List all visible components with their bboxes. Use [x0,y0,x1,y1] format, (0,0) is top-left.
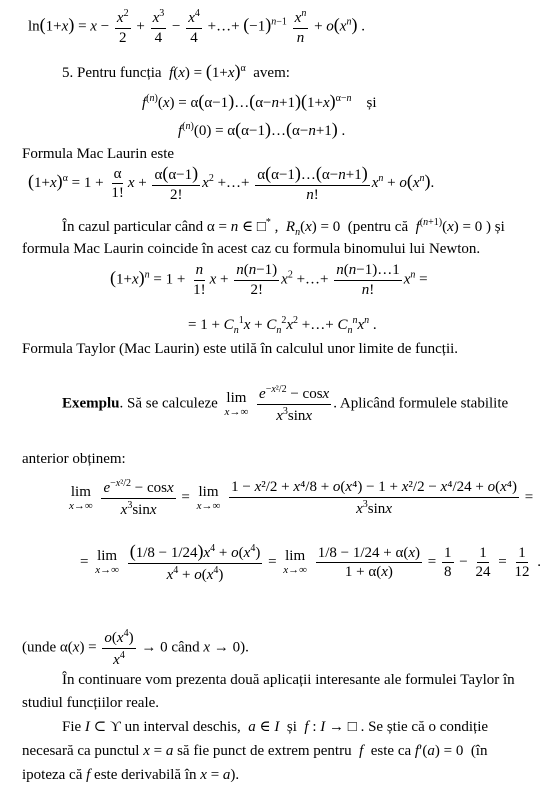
example-line2: anterior obținem: [22,451,126,467]
continue-line2: studiul funcțiilor reale. [22,695,160,711]
eq-ln: ln(1+x) = x − $\frac{x^2}{2}$ + $\frac{x^3}{4}$ − $\frac{x^4}{4}$ +…+ $(-1)^{n-1}$ $\frac{x^n}{n}$ + $o(x^n)$ . [28,8,365,46]
example-line1: Exemplu. Să se calculeze lim x→∞ $\frac{e^{-x^2/2} - \cos x}{x^3\sin x}$ . Aplicând formulele stabilite [62,384,509,424]
taylor-useful: Formula Taylor (Mac Laurin) este utilă în calculul unor limite de funcții. [22,341,459,357]
example-label: Exemplu [62,395,120,412]
unde-note: (unde α(x) = $\frac{o(x^4)}{x^4}$ → 0 când x → 0). [22,628,249,668]
eq-calc-1: lim x→∞ $\frac{e^{-x^2/2} - \cos x}{x^3\sin x}$ = lim x→∞ $\frac{\text{1 − x²/2 + x⁴/8 + o(x⁴) − 1 + x²/2 − x⁴/24 + o(x⁴)}}{x^3\sin x}$ = [69,478,534,518]
eq-deriv-n0: $f^{(n)}(0)$ = α(α−1)…(α−n+1) . [178,119,346,139]
example-text: . Să se calculeze [119,395,218,412]
eq-calc-2: = lim x→∞ $\frac{(1/8 - 1/24)x^4 + o(x^4)}{x^4 + o(x^4)}$ = lim x→∞ $\frac{1/8 - 1/24 + \alpha(x)}{1 + \alpha(x)}$ = $\frac{1}{8}$ − $\frac{1}{24}$ = $\frac{1}{12}$ . [80,541,541,583]
eq-deriv-n: $f^{(n)}(x)$ = $\alpha(\alpha-1)\dots(\alpha-n+1)(1+x)^{\alpha-n}$ și [142,91,377,111]
fie-line2: necesară ca punctul x = a să fie punct de extrem pentru f este ca f′(a) = 0 (în [22,743,488,759]
eq-binom-1: $(1+x)^n = 1$ + $\frac{n}{1!}$ x + $\frac{n(n-1)}{2!}$ $x^2$ +…+ $\frac{n(n-1)\dots 1}{n!}$ $x^n$ = [110,262,428,298]
continue-line1: În continuare vom prezenta două aplicații interesante ale formulei Taylor în [62,672,515,688]
eq-binom-2: = $1 + C_n^1x + C_n^2x^2$ +…+ $C_n^nx^n$ . [188,315,377,336]
fie-line1: Fie I ⊂ ϒ un interval deschis, a ∈ I și f : I → □ . Se știe că o condiție [62,719,489,735]
fie-line3: ipoteza că f este derivabilă în x = a). [22,767,240,783]
item5-intro: 5. Pentru funcția $f(x) = (1+x)^\alpha$ avem: [62,61,290,81]
particular-case-line1: În cazul particular când α = n ∈ □* , $R_n(x) = 0$ (pentru că $f^{(n+1)}(x) = 0$ ) și [62,217,505,238]
eq-maclaurin: $(1+x)^\alpha = 1$ + $\frac{\alpha}{1!}$ x + $\frac{\alpha(\alpha-1)}{2!}$ $x^2$ +…+ $\frac{\alpha(\alpha-1)\dots(\alpha-n+1)}{n!}$ $x^n + o(x^n)$. [28,163,435,203]
example-after: . Aplicând formulele stabilite [333,395,509,412]
maclaurin-label: Formula Mac Laurin este [22,146,175,162]
particular-case-line2: formula Mac Laurin coincide în acest caz cu formula binomului lui Newton. [22,241,481,257]
